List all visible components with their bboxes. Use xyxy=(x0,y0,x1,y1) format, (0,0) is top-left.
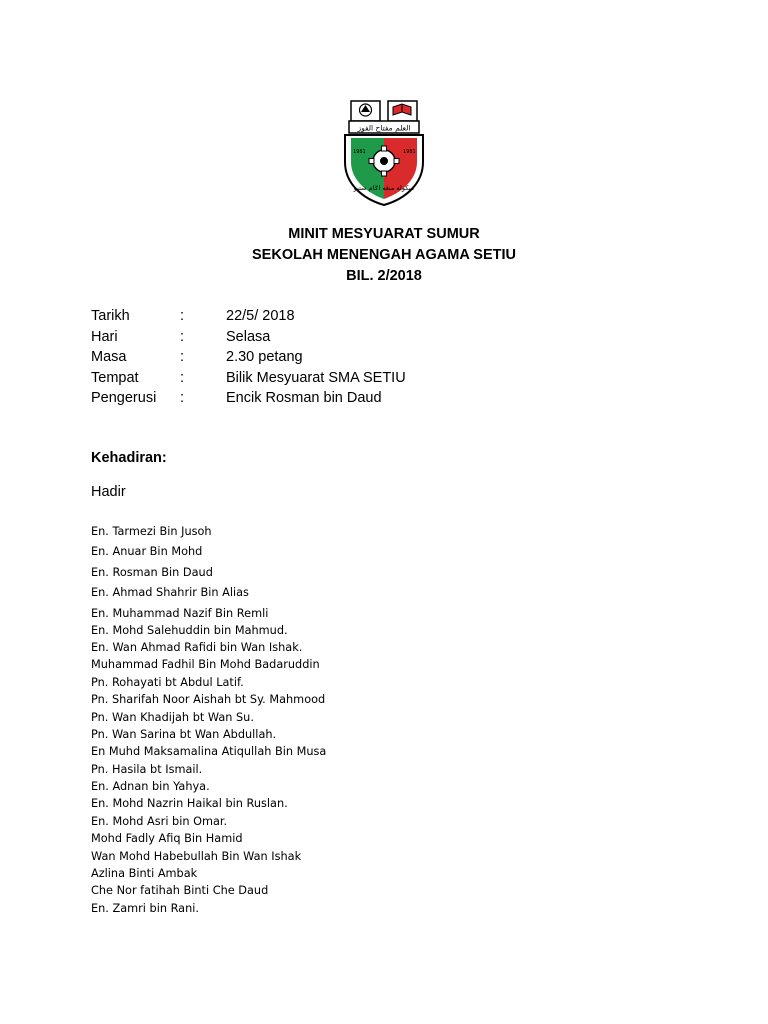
list-item: Pn. Wan Sarina bt Wan Abdullah. xyxy=(91,727,277,741)
meta-label: Pengerusi xyxy=(91,390,157,406)
list-item: Wan Mohd Habebullah Bin Wan Ishak xyxy=(91,849,302,863)
meta-colon: : xyxy=(180,349,185,365)
meta-label: Tarikh xyxy=(91,308,130,324)
present-heading: Hadir xyxy=(91,484,126,500)
meta-label: Hari xyxy=(91,328,118,345)
meta-label: Masa xyxy=(91,349,127,365)
meta-colon: : xyxy=(180,390,185,406)
document-title xyxy=(0,224,768,287)
school-crest-logo xyxy=(337,98,431,208)
crest-banner-text: العلم مفتاح الفوز xyxy=(357,123,411,133)
list-item: Pn. Rohayati bt Abdul Latif. xyxy=(91,675,244,689)
meta-colon: : xyxy=(180,369,185,386)
meta-value: Bilik Mesyuarat SMA SETIU xyxy=(226,369,406,386)
meta-label: Tempat xyxy=(91,369,139,386)
list-item: En. Ahmad Shahrir Bin Alias xyxy=(91,585,249,599)
list-item: En. Muhammad Nazif Bin Remli xyxy=(91,606,269,620)
crest-year-right: 1981 xyxy=(403,149,416,155)
title-line-3: BIL. 2/2018 xyxy=(346,268,422,284)
list-item: En. Mohd Asri bin Omar. xyxy=(91,814,228,828)
list-item: Pn. Hasila bt Ismail. xyxy=(91,762,203,776)
list-item: En. Anuar Bin Mohd xyxy=(91,545,203,558)
list-item: Azlina Binti Ambak xyxy=(91,867,198,880)
list-item: En. Adnan bin Yahya. xyxy=(91,780,210,793)
meta-value: 22/5/ 2018 xyxy=(226,308,295,324)
list-item: Pn. Sharifah Noor Aishah bt Sy. Mahmood xyxy=(91,693,326,706)
crest-year-left: 1981 xyxy=(353,149,366,155)
list-item: En Muhd Maksamalina Atiqullah Bin Musa xyxy=(91,745,327,758)
title-line-1: MINIT MESYUARAT SUMUR xyxy=(288,226,480,242)
list-item: En. Mohd Nazrin Haikal bin Ruslan. xyxy=(91,797,288,810)
title-line-2: SEKOLAH MENENGAH AGAMA SETIU xyxy=(252,247,516,263)
meta-value: Encik Rosman bin Daud xyxy=(226,390,382,406)
list-item: En. Zamri bin Rani. xyxy=(91,901,199,915)
meta-value: 2.30 petang xyxy=(226,349,303,365)
list-item: En. Mohd Salehuddin bin Mahmud. xyxy=(91,623,288,637)
list-item: En. Wan Ahmad Rafidi bin Wan Ishak. xyxy=(91,640,303,654)
meta-value: Selasa xyxy=(226,328,271,345)
list-item: En. Rosman Bin Daud xyxy=(91,565,213,579)
list-item: Che Nor fatihah Binti Che Daud xyxy=(91,884,269,897)
crest-bottom-text: سکوله منڠه اݢام ستيو xyxy=(353,184,415,192)
list-item: En. Tarmezi Bin Jusoh xyxy=(91,525,212,538)
list-item: Pn. Wan Khadijah bt Wan Su. xyxy=(91,710,254,724)
meta-colon: : xyxy=(180,308,185,324)
list-item: Mohd Fadly Afiq Bin Hamid xyxy=(91,832,243,845)
attendance-heading: Kehadiran: xyxy=(91,450,167,466)
meta-colon: : xyxy=(180,328,185,345)
list-item: Muhammad Fadhil Bin Mohd Badaruddin xyxy=(91,658,320,671)
